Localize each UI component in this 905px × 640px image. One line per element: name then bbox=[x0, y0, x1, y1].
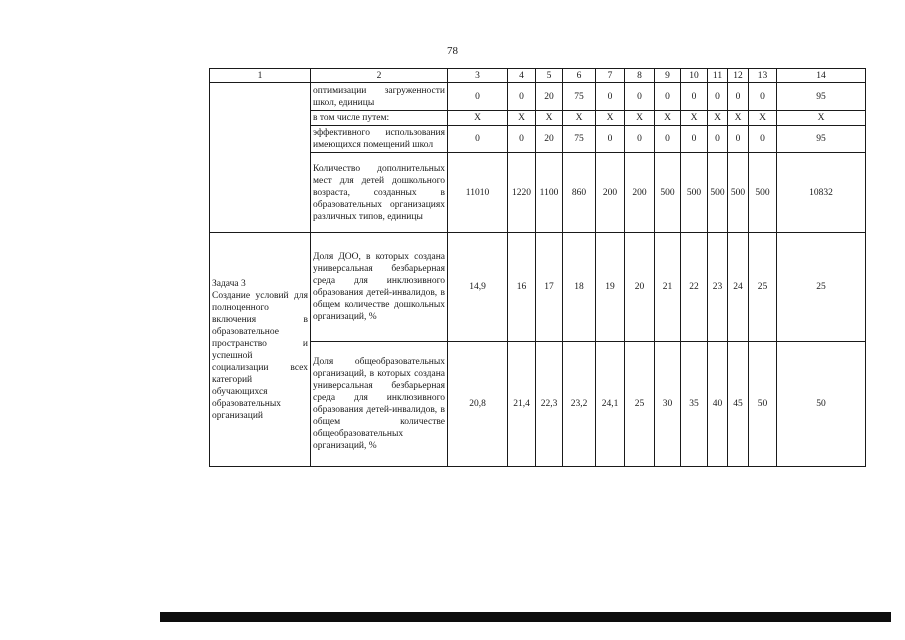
column-header: 14 bbox=[777, 69, 866, 83]
table-cell: 860 bbox=[563, 153, 596, 233]
table-cell: 24 bbox=[728, 233, 749, 342]
table-cell: X bbox=[508, 111, 536, 126]
table-cell: 200 bbox=[596, 153, 625, 233]
table-cell: 21,4 bbox=[508, 342, 536, 467]
table-cell: 500 bbox=[728, 153, 749, 233]
table-cell: 500 bbox=[681, 153, 708, 233]
column-header: 7 bbox=[596, 69, 625, 83]
column-header: 2 bbox=[311, 69, 448, 83]
table-cell: 20 bbox=[536, 126, 563, 153]
column-header: 6 bbox=[563, 69, 596, 83]
column-header: 11 bbox=[708, 69, 728, 83]
table-cell: 10832 bbox=[777, 153, 866, 233]
table-cell: 40 bbox=[708, 342, 728, 467]
table-cell: 0 bbox=[596, 126, 625, 153]
task-description: Создание условий для полноценного включения в образовательное пространство и успешной социализации всех категорий обучающихся образовательных организаций bbox=[212, 290, 308, 421]
table-cell: 500 bbox=[655, 153, 681, 233]
table-cell: 0 bbox=[625, 126, 655, 153]
table-cell: 1220 bbox=[508, 153, 536, 233]
table-cell: 0 bbox=[708, 126, 728, 153]
column-header: 1 bbox=[210, 69, 311, 83]
indicator-label: эффективного использования имеющихся помещений школ bbox=[311, 126, 448, 153]
table-cell: 0 bbox=[508, 83, 536, 111]
table-cell: X bbox=[625, 111, 655, 126]
table-cell: 500 bbox=[708, 153, 728, 233]
table-cell: 0 bbox=[596, 83, 625, 111]
table-cell: 0 bbox=[728, 83, 749, 111]
column-header: 3 bbox=[448, 69, 508, 83]
table-cell: 35 bbox=[681, 342, 708, 467]
table-cell: X bbox=[536, 111, 563, 126]
table-cell: 1100 bbox=[536, 153, 563, 233]
table-cell: 200 bbox=[625, 153, 655, 233]
table-cell: 22 bbox=[681, 233, 708, 342]
table-cell: 30 bbox=[655, 342, 681, 467]
table-cell: 24,1 bbox=[596, 342, 625, 467]
table-cell: 23,2 bbox=[563, 342, 596, 467]
indicator-label: оптимизации загруженности школ, единицы bbox=[311, 83, 448, 111]
table-cell: 25 bbox=[749, 233, 777, 342]
column-header: 4 bbox=[508, 69, 536, 83]
table-cell: 21 bbox=[655, 233, 681, 342]
table-cell: X bbox=[655, 111, 681, 126]
table-cell: X bbox=[563, 111, 596, 126]
table-cell: 20 bbox=[536, 83, 563, 111]
table-cell: X bbox=[728, 111, 749, 126]
column-header: 9 bbox=[655, 69, 681, 83]
table-row bbox=[210, 233, 866, 342]
table-cell: 25 bbox=[625, 342, 655, 467]
table-cell: X bbox=[708, 111, 728, 126]
table-cell: 0 bbox=[708, 83, 728, 111]
indicator-label: в том числе путем: bbox=[311, 111, 448, 126]
column-header: 10 bbox=[681, 69, 708, 83]
column-header: 12 bbox=[728, 69, 749, 83]
table-cell: 25 bbox=[777, 233, 866, 342]
table-cell: 11010 bbox=[448, 153, 508, 233]
table-cell: 14,9 bbox=[448, 233, 508, 342]
header-row bbox=[210, 69, 866, 83]
table-cell: 0 bbox=[681, 126, 708, 153]
page-number: 78 bbox=[447, 45, 458, 57]
table-cell: 50 bbox=[749, 342, 777, 467]
indicator-label: Доля ДОО, в которых создана универсальная безбарьерная среда для инклюзивного образования детей-инвалидов, в общем количестве дошкольных организаций, % bbox=[311, 233, 448, 342]
table-cell: X bbox=[749, 111, 777, 126]
table-cell: 0 bbox=[508, 126, 536, 153]
task-cell bbox=[210, 233, 311, 467]
table-cell: 0 bbox=[448, 126, 508, 153]
table-cell: 0 bbox=[655, 83, 681, 111]
table-cell: 20 bbox=[625, 233, 655, 342]
table-cell: 0 bbox=[655, 126, 681, 153]
table-cell: X bbox=[681, 111, 708, 126]
table-cell: 0 bbox=[749, 83, 777, 111]
table-cell: X bbox=[777, 111, 866, 126]
column-header: 5 bbox=[536, 69, 563, 83]
table-cell: 75 bbox=[563, 83, 596, 111]
table-row bbox=[210, 83, 866, 111]
table-cell: 20,8 bbox=[448, 342, 508, 467]
indicators-table bbox=[209, 68, 866, 467]
table-cell: 22,3 bbox=[536, 342, 563, 467]
table-cell: 23 bbox=[708, 233, 728, 342]
table-cell: 0 bbox=[681, 83, 708, 111]
table-cell: 45 bbox=[728, 342, 749, 467]
table-cell: 0 bbox=[448, 83, 508, 111]
table-cell: 19 bbox=[596, 233, 625, 342]
table-cell: X bbox=[596, 111, 625, 126]
column-header: 8 bbox=[625, 69, 655, 83]
empty-task-cell bbox=[210, 83, 311, 233]
table-cell: X bbox=[448, 111, 508, 126]
table-cell: 0 bbox=[728, 126, 749, 153]
table-cell: 16 bbox=[508, 233, 536, 342]
table-cell: 95 bbox=[777, 83, 866, 111]
table-cell: 17 bbox=[536, 233, 563, 342]
indicator-label: Доля общеобразовательных организаций, в которых создана универсальная безбарьерная среда для инклюзивного образования детей-инвалидов, в общем количестве общеобразовательных организаций, % bbox=[311, 342, 448, 467]
scan-border-bar bbox=[160, 612, 891, 622]
task-title: Задача 3 bbox=[212, 278, 246, 289]
table-cell: 0 bbox=[625, 83, 655, 111]
table-cell: 95 bbox=[777, 126, 866, 153]
table-cell: 0 bbox=[749, 126, 777, 153]
table-cell: 18 bbox=[563, 233, 596, 342]
column-header: 13 bbox=[749, 69, 777, 83]
table-cell: 500 bbox=[749, 153, 777, 233]
indicator-label: Количество дополнительных мест для детей дошкольного возраста, созданных в образовательных организациях различных типов, единицы bbox=[311, 153, 448, 233]
table-cell: 75 bbox=[563, 126, 596, 153]
table-cell: 50 bbox=[777, 342, 866, 467]
